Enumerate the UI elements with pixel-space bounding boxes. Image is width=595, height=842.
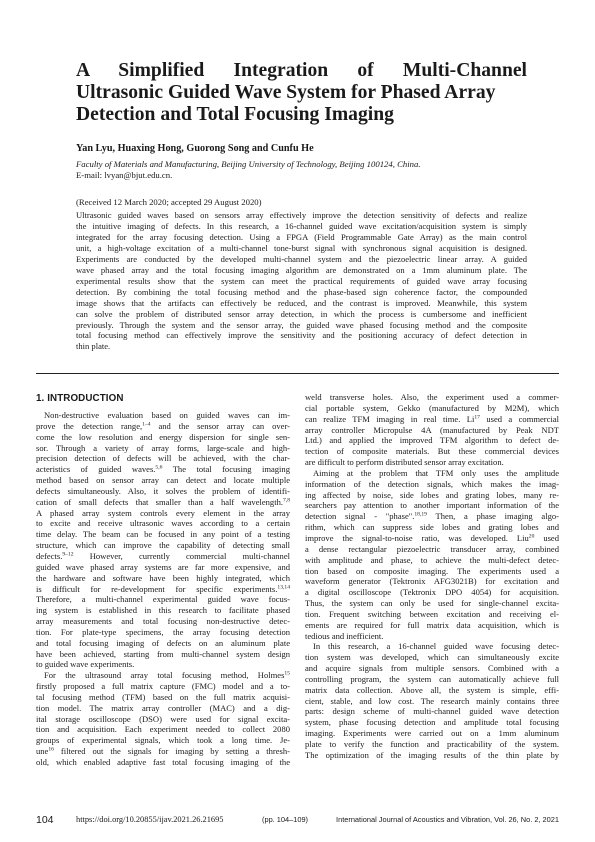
body-line: Non-destructive evaluation based on guided waves can im- — [44, 410, 290, 420]
section-divider — [36, 373, 559, 374]
body-line: tion based on composite imaging. The experiments used a — [305, 565, 559, 576]
body-line: is difficult for re-development for specific experiments.$^{13,14}$ — [36, 583, 290, 594]
citation-ref[interactable]: 5,6 — [155, 464, 163, 471]
body-line: to guided wave experiments. — [36, 659, 135, 670]
body-line: For the ultrasound array total focusing method, Holmes$^{15}$ — [44, 670, 290, 681]
abstract-line: experimental results show that the system can meet the practical requirements of guided wave array focusing — [76, 275, 527, 286]
body-line: tal focusing method (TFM) based on the full matrix acquisi- — [36, 691, 290, 702]
body-line: cation of small defects that smaller than a half wavelength.$^{7,8}$ — [36, 496, 290, 507]
body-line: imaging. Experiments were carried out on a 1mm aluminum — [305, 728, 559, 739]
contact-email[interactable]: E-mail: lvyan@bjut.edu.cn. — [76, 170, 173, 180]
body-line: defects simultaneously. Also, it solves the problem of identifi- — [36, 485, 290, 496]
paper-title — [76, 60, 527, 127]
body-line: old, which enabled adaptive fast total focusing imaging of the — [36, 757, 290, 767]
body-line: improve the signal-to-noise ratio, was developed. Liu$^{20}$ used — [305, 532, 559, 543]
body-line: une$^{16}$ filtered out the signals for imaging by setting a thresh- — [36, 746, 290, 757]
abstract-line: the intuitive imaging of defects. In this research, a 16-channel guided wave excitation/acquisition system is simply — [76, 220, 527, 231]
body-line: tion. Frequent switching between excitation and receiving el- — [305, 608, 559, 619]
abstract-line: Ultrasonic guided waves based on sensors array effectively improve the detection sensitivity of defects and realize — [76, 210, 527, 220]
body-line: a dense rectangular piezoelectric transducer array, combined — [305, 543, 559, 554]
title-line: Ultrasonic Guided Wave System for Phased Array — [76, 82, 496, 104]
abstract-line: image shows that the artifacts can effectively be reduced, and the contrast is improved. Meanwhile, this system — [76, 297, 527, 308]
body-line: a digital oscilloscope (Tektronix DPO 4054) for acquisition. — [305, 587, 559, 598]
body-line: searchers pay attention to another important information of the — [305, 500, 559, 511]
body-line: A phased array system controls every element in the array — [36, 507, 290, 518]
body-line: tection of composite materials. But these commercial devices — [305, 446, 559, 457]
body-line: ements are required for full matrix data acquisition, which is — [305, 619, 559, 630]
body-line: and acquire signals from multiple sensors. Combined with a — [305, 663, 559, 674]
body-line: information of the detection signals, which makes the imag- — [305, 478, 559, 489]
body-line: tion model. The matrix array controller (MAC) and a dig- — [36, 702, 290, 713]
body-line: are difficult to perform distributed sensor array excitation. — [305, 457, 504, 468]
body-line: ital storage oscilloscope (DSO) were used for signal excita- — [36, 713, 290, 724]
abstract — [76, 210, 527, 352]
body-line: ing system is established in this research to facilitate phased — [36, 605, 290, 616]
body-line: tion and acquisition. Each experiment needed to collect 2080 — [36, 724, 290, 735]
citation-ref[interactable]: 7,8 — [283, 497, 290, 504]
citation-ref[interactable]: 17 — [474, 414, 480, 421]
body-line: array measurements and total focusing non-destructive detec- — [36, 616, 290, 627]
body-line: tedious and inefficient. — [305, 630, 384, 641]
body-line: tion system was developed, which can simultaneously excite — [305, 652, 559, 663]
body-line: time delay. The beam can be focused in any point of a testing — [36, 529, 290, 540]
page-footer — [36, 814, 559, 828]
body-line: firstly proposed a full matrix capture (FMC) model and a to- — [36, 681, 290, 692]
abstract-line: wave phased array and the total focusing imaging algorithm are demonstrated on a 1mm aluminum plate. The — [76, 264, 527, 275]
author-list: Yan Lyu, Huaxing Hong, Guorong Song and Cunfu He — [76, 143, 314, 154]
abstract-line: can solve the problem of distributed sensor array detection, in which the process is cumbersome and inefficient — [76, 308, 527, 319]
body-line: the hardware and software have been highly integrated, which — [36, 572, 290, 583]
doi-link[interactable]: https://doi.org/10.20855/ijav.2021.26.21695 — [76, 815, 224, 824]
body-line: Thus, the system can only be used for single-channel excita- — [305, 598, 559, 609]
abstract-line: unit, a high-voltage excitation of a multi-channel tone-burst signal with synchronous signal acquisition is designed. — [76, 242, 527, 253]
citation-ref[interactable]: 18,19 — [414, 511, 427, 518]
citation-ref[interactable]: 1–4 — [142, 421, 151, 428]
title-line: A Simplified Integration of Multi-Channel — [76, 60, 527, 81]
body-line: weld transverse holes. Also, the experiment used a commer- — [305, 392, 559, 402]
abstract-line: detection. By combining the total focusing method and the phase-based sign coherence factor, the compounded — [76, 286, 527, 297]
body-line: plate to verify the function and practicability of the system. — [305, 739, 559, 749]
body-line: Aiming at the problem that TFM only uses the amplitude — [313, 467, 559, 478]
abstract-line: integrated for the array focusing detection. Using a FPGA (Field Programmable Gate Array) as the main control — [76, 231, 527, 242]
body-line: ing affected by noise, side lobes and grating lobes, many re- — [305, 489, 559, 500]
section-heading: 1. INTRODUCTION — [36, 393, 124, 404]
body-line: cient, stable, and low cost. The research mainly contains three — [305, 695, 559, 706]
body-line: cial portable system, Gekko (manufactured by M2M), which — [305, 402, 559, 413]
body-line: system, phase focusing detection and amplitude total focusing — [305, 717, 559, 728]
body-line: parts: design scheme of multi-channel guided wave detection — [305, 706, 559, 717]
body-line: groups of experimental signals, which took a long time. Je- — [36, 735, 290, 746]
body-line: to excite and receive ultrasonic waves according to a certain — [36, 518, 290, 529]
body-line: defects.$^{9-12}$ However, currently commercial multi-channel — [36, 550, 290, 561]
abstract-line: thin plate. — [76, 341, 111, 352]
abstract-line: previously. Through the system and the sensor array, the guided wave phased focusing method and the composite — [76, 319, 527, 330]
abstract-line: Experiments are conducted by the developed multi-channel system and the piezoelectric linear array. A guided — [76, 253, 527, 264]
title-line: Detection and Total Focusing Imaging — [76, 104, 394, 126]
body-line: waveform generator (Tektronix AFG3021B) for excitation and — [305, 576, 559, 587]
citation-ref[interactable]: 16 — [48, 746, 54, 753]
received-dates: (Received 12 March 2020; accepted 29 August 2020) — [76, 197, 262, 207]
journal-citation: International Journal of Acoustics and Vibration, Vol. 26, No. 2, 2021 — [336, 815, 559, 824]
body-line: guided wave phased array systems are far more expensive, and — [36, 561, 290, 572]
body-line: matrix data collection. Above all, the system is simple, effi- — [305, 684, 559, 695]
body-column-left — [36, 410, 290, 768]
body-line: rithm, which can suppress side lobes and grating lobes and — [305, 522, 559, 533]
body-line: Therefore, a multi-channel experimental guided wave focus- — [36, 594, 290, 605]
body-line: can realize TFM imaging in real time. Li$^{17}$ used a commercial — [305, 413, 559, 424]
body-line: acteristics of guided waves.$^{5,6}$ The total focusing imaging — [36, 464, 290, 475]
body-line: precision detection of defects will be achieved, with the char- — [36, 453, 290, 464]
page-number: 104 — [36, 814, 54, 826]
citation-ref[interactable]: 15 — [284, 670, 290, 677]
citation-ref[interactable]: 9–12 — [62, 551, 74, 558]
page-range: (pp. 104–109) — [262, 815, 309, 824]
body-line: detection signal - "phase".$^{18,19}$ Then, a phase imaging algo- — [305, 511, 559, 522]
body-line: Ltd.) and applied the improved TFM algorithm to defect de- — [305, 435, 559, 446]
body-line: sor. Through a variety of array forms, large-scale and high- — [36, 442, 290, 453]
citation-ref[interactable]: 20 — [528, 533, 535, 540]
body-line: come the low resolution and energy dispersion for single sen- — [36, 431, 290, 442]
body-column-right — [305, 392, 559, 761]
body-line: with amplitude and phase, to achieve the multi-defect detec- — [305, 554, 559, 565]
body-line: and total focusing imaging of defects on an aluminum plate — [36, 637, 290, 648]
body-line: In this research, a 16-channel guided wave focusing detec- — [313, 641, 559, 652]
citation-ref[interactable]: 13,14 — [277, 584, 290, 591]
body-line: The optimization of the imaging results of the thin plate by — [305, 749, 559, 760]
body-line: array controller Micropulse 4A (manufactured by Peak NDT — [305, 424, 559, 435]
body-line: have been achieved, starting from multi-channel system design — [36, 648, 290, 659]
body-line: tion. For plate-type specimens, the array focusing detection — [36, 626, 290, 637]
abstract-line: total focusing method can effectively improve the sensitivity and the positioning accuracy of defect detection in — [76, 330, 527, 341]
body-line: controlling program, the system can automatically achieve full — [305, 673, 559, 684]
body-line: method based on sensor array can detect and locate multiple — [36, 475, 290, 486]
body-line: structure, which can improve the capability of detecting small — [36, 540, 290, 551]
body-line: prove the detection range,$^{1-4}$ and the sensor array can over- — [36, 420, 290, 431]
affiliation: Faculty of Materials and Manufacturing, Beijing University of Technology, Beijing 100124, China. — [76, 159, 421, 169]
